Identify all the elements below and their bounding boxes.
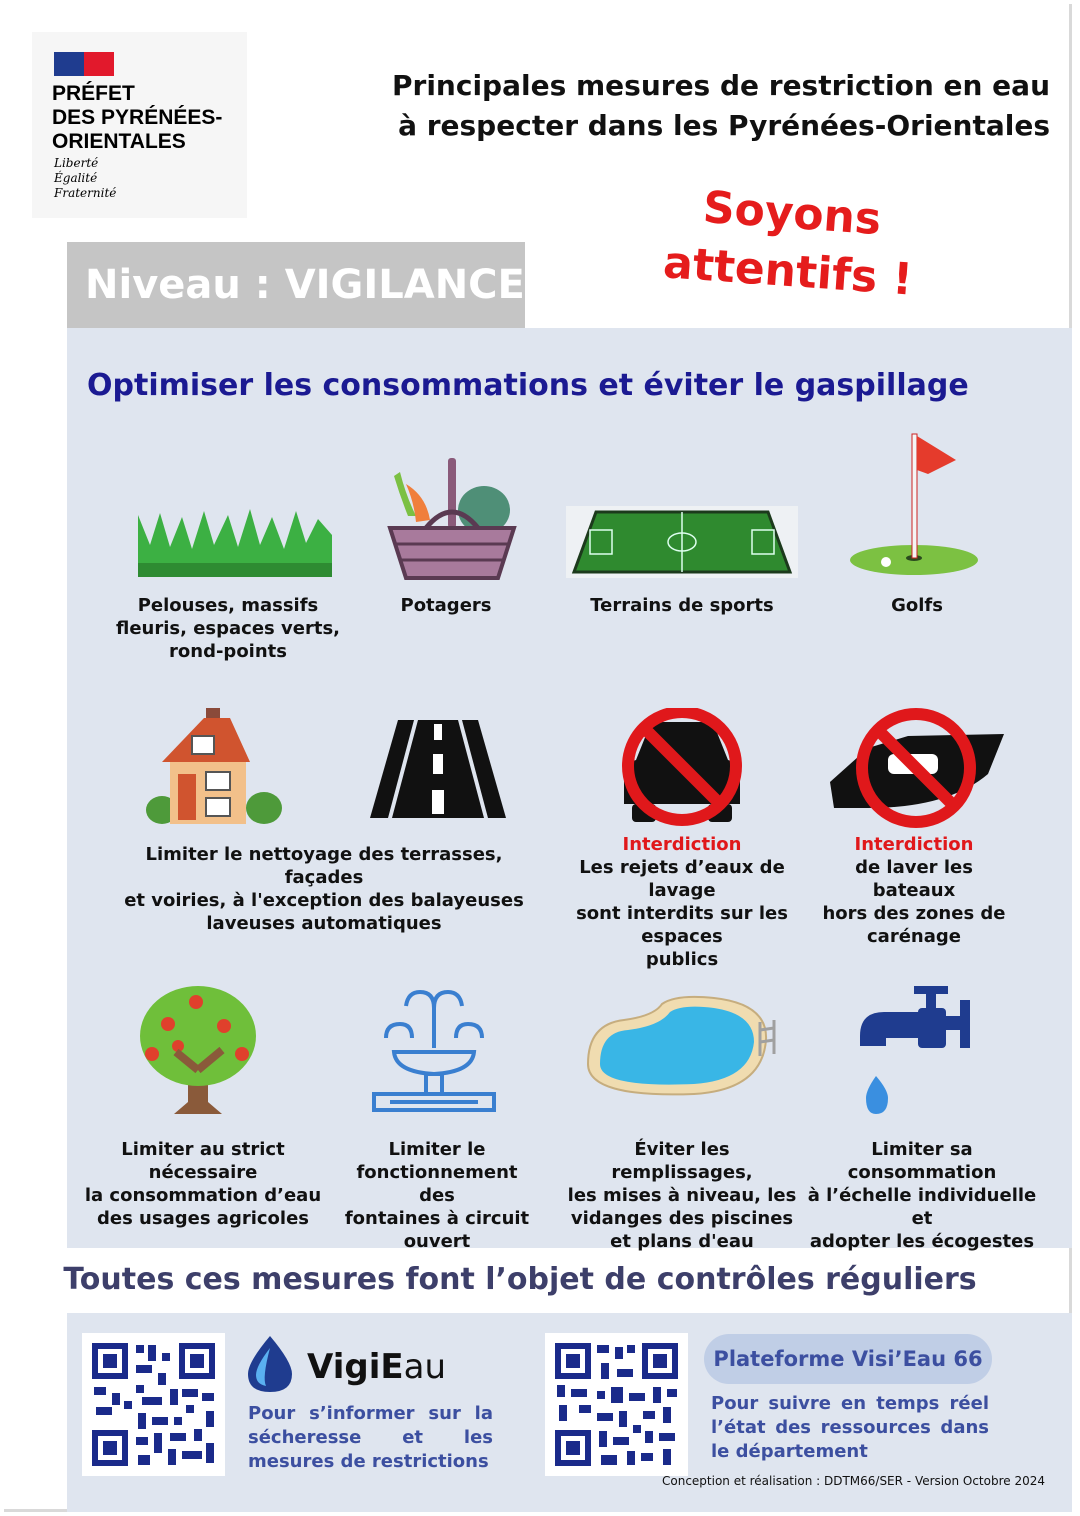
marianne-flag-icon <box>54 52 114 76</box>
item-label: Golfs <box>891 595 943 616</box>
item-label: Terrains de sports <box>590 595 774 616</box>
item-piscines <box>564 1138 800 1253</box>
level-badge: Niveau : VIGILANCE <box>67 242 525 328</box>
fruit-tree-icon <box>138 980 258 1116</box>
item-rejets-lavage <box>548 834 816 971</box>
item-lavage-bateaux <box>812 834 1016 948</box>
item-ecogestes <box>804 1138 1040 1253</box>
no-car-icon <box>612 708 752 826</box>
no-boat-icon <box>828 708 1006 828</box>
item-label: Limiter sa consommation à l’échelle individuelle et adopter les écogestes <box>807 1139 1037 1252</box>
house-icon <box>146 704 286 828</box>
golf-flag-icon <box>848 430 980 578</box>
prefet-label: PRÉFET DES PYRÉNÉES- ORIENTALES <box>52 82 223 153</box>
item-label: Potagers <box>400 595 492 616</box>
item-golfs <box>848 594 986 617</box>
vigieau-qr-code[interactable] <box>82 1333 225 1476</box>
item-agricole <box>80 1138 326 1230</box>
slogan: Soyons attentifs ! <box>661 181 915 306</box>
grass-icon <box>138 505 332 577</box>
item-nettoyage <box>120 843 528 935</box>
item-pelouses <box>108 594 348 663</box>
vegetable-basket-icon <box>386 456 518 582</box>
road-icon <box>370 720 506 818</box>
item-potagers <box>366 594 526 617</box>
section-title: Optimiser les consommations et éviter le gaspillage <box>87 368 969 403</box>
item-label: Limiter le fonctionnement des fontaines à circuit ouvert <box>344 1139 530 1252</box>
pool-icon <box>584 994 784 1098</box>
visieau-description: Pour suivre en temps réel l’état des ressources dans le département <box>711 1393 989 1462</box>
tap-icon <box>858 984 974 1118</box>
item-label: Pelouses, massifs fleuris, espaces verts, rond-points <box>115 595 340 662</box>
page-title: Principales mesures de restriction en eau à respecter dans les Pyrénées-Orientales <box>392 69 1050 142</box>
devise-label: Liberté Égalité Fraternité <box>54 156 117 200</box>
visieau-qr-code[interactable] <box>545 1333 688 1476</box>
item-label: Limiter au strict nécessaire la consommation d’eau des usages agricoles <box>84 1139 322 1229</box>
vigieau-description: Pour s’informer sur la sécheresse et les mesures de restrictions <box>248 1403 493 1472</box>
prefecture-logo <box>32 32 247 218</box>
interdiction-label: Interdiction <box>854 834 974 855</box>
vigieau-logo-text: VigiEau <box>307 1347 446 1387</box>
credit-line: Conception et réalisation : DDTM66/SER - Version Octobre 2024 <box>662 1474 1045 1488</box>
item-label: Éviter les remplissages, les mises à niveau, les vidanges des piscines et plans d'eau <box>567 1139 797 1252</box>
interdiction-label: Interdiction <box>622 834 742 855</box>
item-terrains-sports <box>566 594 798 617</box>
item-label: Les rejets d’eaux de lavage sont interdits sur les espaces publics <box>576 857 788 970</box>
visieau-platform-button[interactable]: Plateforme Visi’Eau 66 <box>704 1334 992 1384</box>
water-drop-icon <box>244 1334 296 1394</box>
item-label: de laver les bateaux hors des zones de carénage <box>822 857 1006 947</box>
item-label: Limiter le nettoyage des terrasses, façades et voiries, à l'exception des balayeuses laveuses automatiques <box>124 844 524 934</box>
item-fontaines <box>340 1138 534 1253</box>
controls-statement: Toutes ces mesures font l’objet de contrôles réguliers <box>63 1262 977 1297</box>
fountain-icon <box>372 988 496 1114</box>
football-field-icon <box>566 506 798 578</box>
